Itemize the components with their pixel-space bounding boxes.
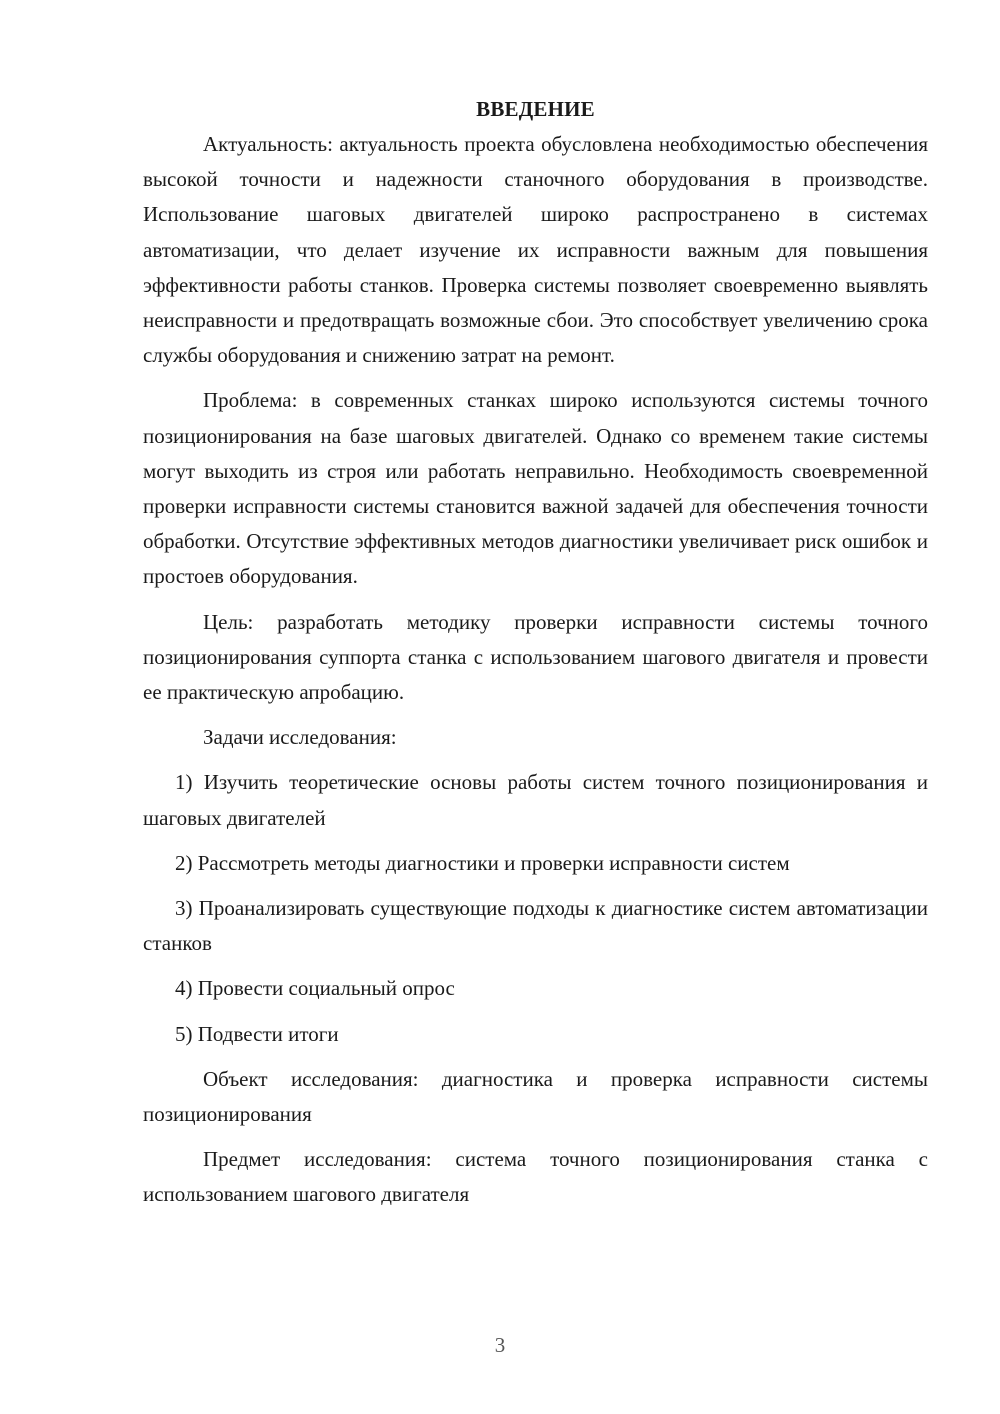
page-number: 3 xyxy=(494,1333,506,1357)
task-item-4: 4) Провести социальный опрос xyxy=(175,976,455,1001)
task-item-1: 1) Изучить теоретические основы работы систем точного позиционирования и шаговых двигателей xyxy=(143,770,928,830)
paragraph-subject: Предмет исследования: система точного позиционирования станка с использованием шагового двигателя xyxy=(143,1147,928,1207)
paragraph-tasks-intro: Задачи исследования: xyxy=(203,725,397,750)
paragraph-problem: Проблема: в современных станках широко используются системы точного позиционирования на базе шаговых двигателей. Однако со временем такие системы могут выходить из строя или работать неправильно. Необходимость своевременной проверки исправности системы становится важной задачей для обеспечения точности обработки. Отсутствие эффективных методов диагностики увеличивает риск ошибок и простоев оборудования. xyxy=(143,388,928,589)
paragraph-object: Объект исследования: диагностика и проверка исправности системы позиционирования xyxy=(143,1066,928,1127)
task-item-3: 3) Проанализировать существующие подходы к диагностике систем автоматизации станков xyxy=(143,896,928,956)
document-page xyxy=(143,92,928,1223)
task-item-2: 2) Рассмотреть методы диагностики и проверки исправности систем xyxy=(175,850,790,875)
paragraph-relevance: Актуальность: актуальность проекта обусловлена необходимостью обеспечения высокой точности и надежности станочного оборудования в производстве. Использование шаговых двигателей широко распространено в системах автоматизации, что делает изучение их исправности важным для повышения эффективности работы станков. Проверка системы позволяет своевременно выявлять неисправности и предотвращать возможные сбои. Это способствует увеличению срока службы оборудования и снижению затрат на ремонт. xyxy=(143,132,928,368)
task-item-5: 5) Подвести итоги xyxy=(175,1021,339,1046)
section-heading: ВВЕДЕНИЕ xyxy=(476,97,595,121)
paragraph-goal: Цель: разработать методику проверки исправности системы точного позиционирования суппорта станка с использованием шагового двигателя и провести ее практическую апробацию. xyxy=(143,609,928,705)
